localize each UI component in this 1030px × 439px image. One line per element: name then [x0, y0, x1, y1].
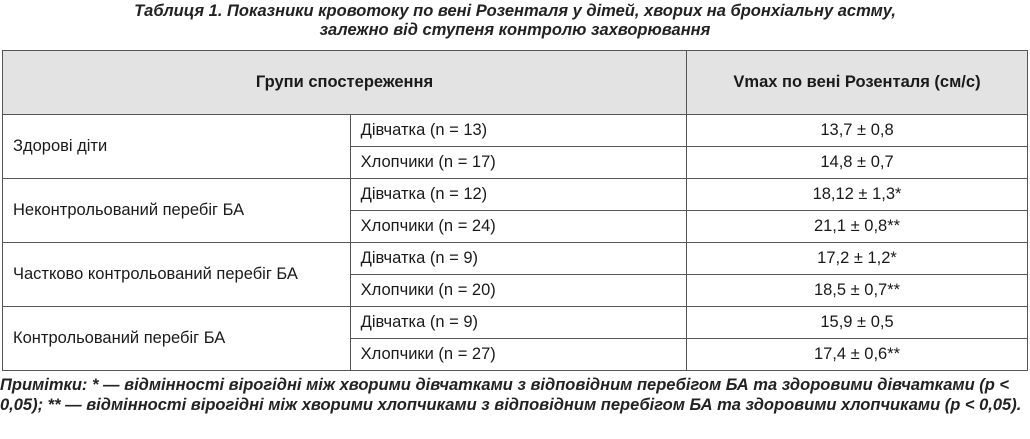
group-name: Неконтрольований перебіг БА [3, 179, 351, 243]
table-row [3, 307, 1028, 339]
value-cell: 14,8 ± 0,7 [687, 147, 1028, 179]
table-row [3, 179, 1028, 211]
value-cell: 18,5 ± 0,7** [687, 275, 1028, 307]
caption-line-2: залежно від ступеня контролю захворювання [319, 21, 711, 39]
header-vmax: Vmax по вені Розенталя (см/с) [687, 51, 1028, 115]
table-caption [0, 2, 1030, 40]
value-cell: 18,12 ± 1,3* [687, 179, 1028, 211]
subgroup-cell: Дівчатка (n = 9) [350, 243, 686, 275]
group-name: Частково контрольований перебіг БА [3, 243, 351, 307]
table-row [3, 243, 1028, 275]
table-header-row [3, 51, 1028, 115]
subgroup-cell: Дівчатка (n = 9) [350, 307, 686, 339]
value-cell: 17,4 ± 0,6** [687, 339, 1028, 371]
value-cell: 17,2 ± 1,2* [687, 243, 1028, 275]
subgroup-cell: Хлопчики (n = 24) [350, 211, 686, 243]
header-groups: Групи спостереження [3, 51, 687, 115]
value-cell: 13,7 ± 0,8 [687, 115, 1028, 147]
group-name: Контрольований перебіг БА [3, 307, 351, 371]
subgroup-cell: Хлопчики (n = 27) [350, 339, 686, 371]
data-table [2, 50, 1028, 371]
subgroup-cell: Хлопчики (n = 17) [350, 147, 686, 179]
value-cell: 21,1 ± 0,8** [687, 211, 1028, 243]
caption-line-1: Таблиця 1. Показники кровотоку по вені Розенталя у дітей, хворих на бронхіальну астму, [134, 2, 896, 20]
subgroup-cell: Дівчатка (n = 12) [350, 179, 686, 211]
table-notes: Примітки: * — відмінності вірогідні між хворими дівчатками з відповідним перебігом БА та здоровими дівчатками (p < 0,05); ** — відмінності вірогідні між хворими хлопчиками з відповідним перебігом БА та здоровими хлопчиками (p < 0,05). [0, 376, 1022, 414]
subgroup-cell: Дівчатка (n = 13) [350, 115, 686, 147]
subgroup-cell: Хлопчики (n = 20) [350, 275, 686, 307]
table-row [3, 115, 1028, 147]
group-name: Здорові діти [3, 115, 351, 179]
value-cell: 15,9 ± 0,5 [687, 307, 1028, 339]
